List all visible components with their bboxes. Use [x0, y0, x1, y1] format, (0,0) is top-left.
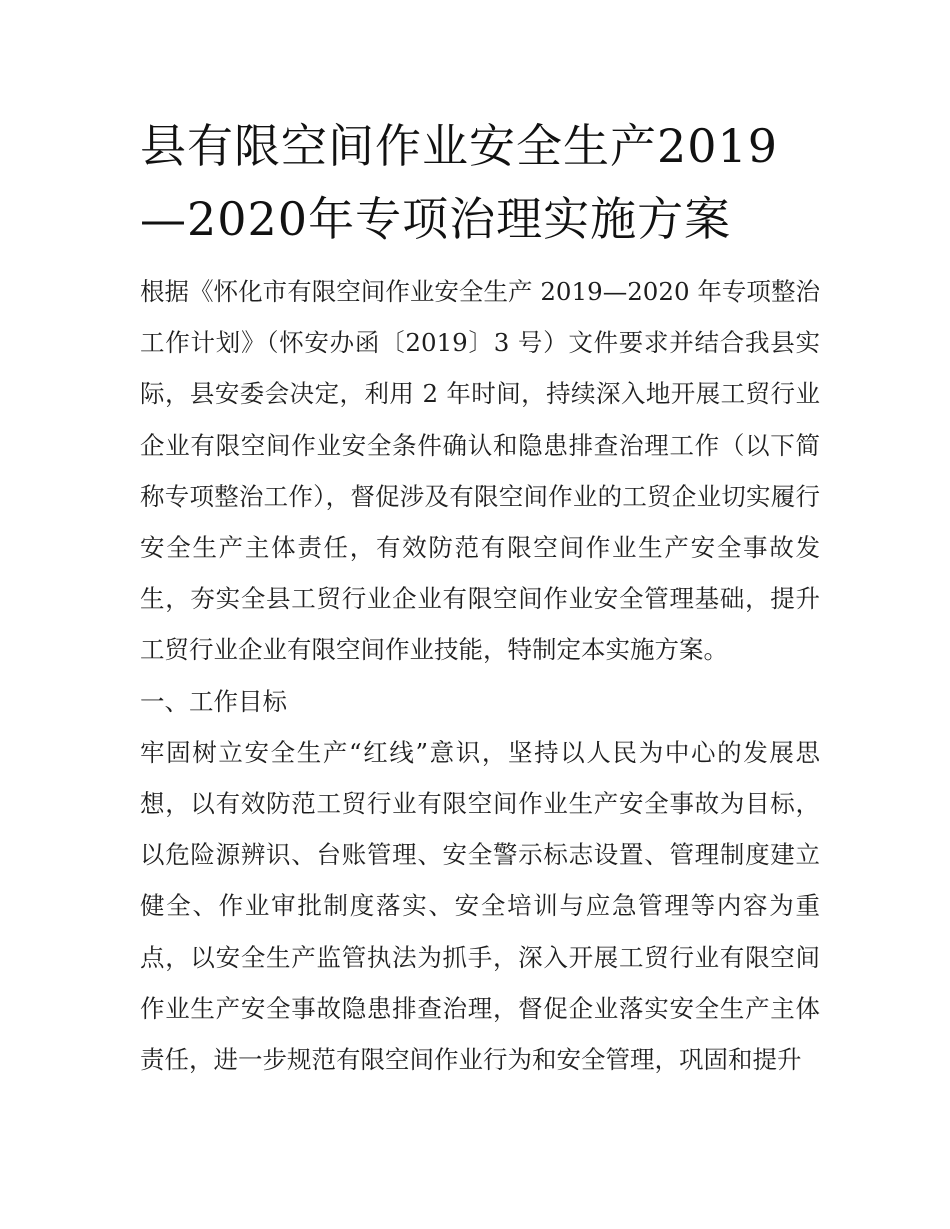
- section-heading: 一、工作目标: [140, 686, 287, 716]
- document-body: [140, 266, 820, 1085]
- intro-paragraph: 根据《怀化市有限空间作业安全生产 2019—2020 年专项整治工作计划》（怀安办函〔2019〕3 号）文件要求并结合我县实际，县安委会决定，利用 2 年时间，持续深入地开展工贸行业企业有限空间作业安全条件确认和隐患排查治理工作（以下简称专项整治工作），督促涉及有限空间作业的工贸企业切实履行安全生产主体责任，有效防范有限空间作业生产安全事故发生，夯实全县工贸行业企业有限空间作业安全管理基础，提升工贸行业企业有限空间作业技能，特制定本实施方案。: [140, 277, 820, 665]
- document-page: [140, 110, 820, 1085]
- objective-paragraph: 牢固树立安全生产“红线”意识，坚持以人民为中心的发展思想，以有效防范工贸行业有限空间作业生产安全事故为目标，以危险源辨识、台账管理、安全警示标志设置、管理制度建立健全、作业审批制度落实、安全培训与应急管理等内容为重点，以安全生产监管执法为抓手，深入开展工贸行业有限空间作业生产安全事故隐患排查治理，督促企业落实安全生产主体责任，进一步规范有限空间作业行为和安全管理，巩固和提升: [140, 737, 820, 1075]
- document-title: 县有限空间作业安全生产2019—2020年专项治理实施方案: [140, 119, 779, 246]
